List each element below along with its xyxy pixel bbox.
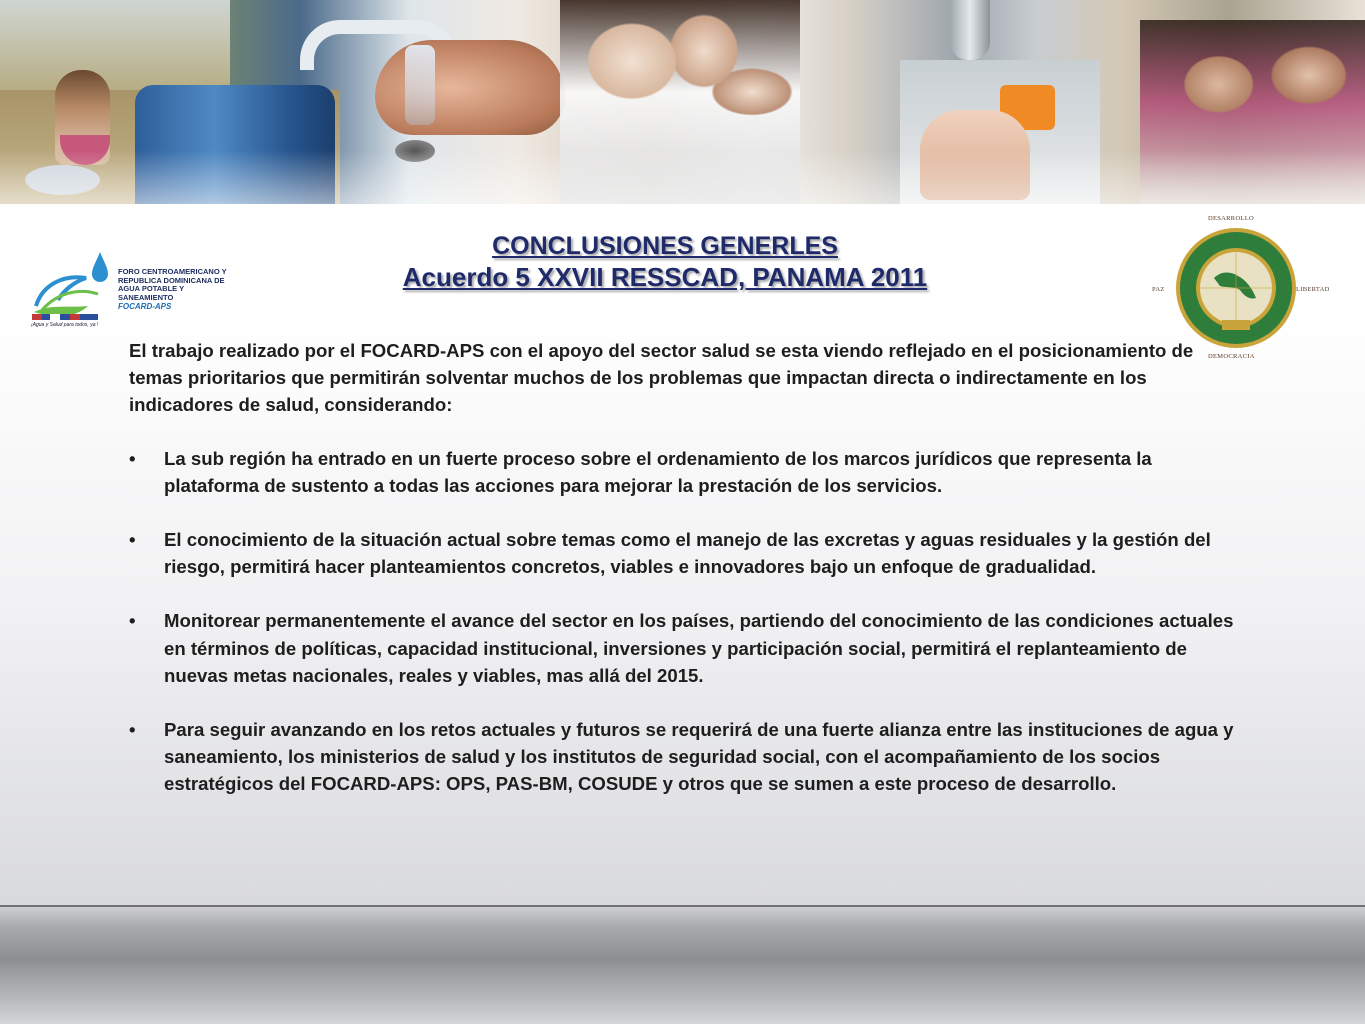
conclusions-list <box>129 445 1239 798</box>
list-item <box>129 526 1239 580</box>
tap-image <box>950 0 990 60</box>
bullet-text: Monitorear permanentemente el avance del sector en los países, partiendo del conocimiento de las condiciones actuales en términos de políticas, capacidad institucional, inversiones y participación social, permitirá el replanteamiento de nuevas metas nacionales, reales y viables, mas allá del 2015. <box>164 610 1234 686</box>
bullet-text: El conocimiento de la situación actual sobre temas como el manejo de las excretas y aguas residuales y la gestión del riesgo, permitirá hacer planteamientos concretos, viables e innovadores bajo un enfoque de gradualidad. <box>164 529 1211 578</box>
slide-title-line1: CONCLUSIONES GENERLES <box>492 232 838 260</box>
header-photo-banner <box>0 0 1365 204</box>
list-item <box>129 445 1239 499</box>
bullet-icon: • <box>129 529 136 551</box>
running-water-image <box>405 45 435 125</box>
sica-emblem-icon <box>1174 226 1298 350</box>
sica-label-bottom: DEMOCRACIA <box>1208 353 1255 360</box>
washing-hands-image <box>375 40 565 135</box>
focard-logo-brand: FOCARD-APS <box>118 302 172 311</box>
banner-sky <box>0 0 230 90</box>
bullet-icon: • <box>129 610 136 632</box>
bullet-icon: • <box>129 447 136 469</box>
focard-aps-logo <box>28 248 233 334</box>
intro-paragraph: El trabajo realizado por el FOCARD-APS con el apoyo del sector salud se esta viendo reflejado en el posicionamiento de temas prioritarios que permitirán solventar muchos de los problemas que impactan directa o indirectamente en los indicadores de salud, considerando: <box>129 340 1194 416</box>
focard-logo-slogan: ¡Agua y Salud para todos, ya ! <box>31 322 99 328</box>
banner-fade <box>0 150 1365 204</box>
bullet-text: Para seguir avanzando en los retos actuales y futuros se requerirá de una fuerte alianza entre las instituciones de agua y saneamiento, los ministerios de salud y los institutos de seguridad social, con el acompañamiento de los socios estratégicos del FOCARD-APS: OPS, PAS-BM, COSUDE y otros que se sumen a este proceso de desarrollo. <box>164 719 1234 795</box>
bullet-icon: • <box>129 719 136 741</box>
focard-logo-line3: AGUA POTABLE Y SANEAMIENTO <box>118 284 184 302</box>
sica-label-left: PAZ <box>1152 286 1165 293</box>
list-item <box>129 607 1239 689</box>
sica-label-top: DESARROLLO <box>1208 215 1254 222</box>
focard-logo-line1: FORO CENTROAMERICANO Y <box>118 267 227 276</box>
slide-body <box>129 337 1239 825</box>
slide-title <box>250 232 1080 291</box>
bullet-text: La sub región ha entrado en un fuerte proceso sobre el ordenamiento de los marcos jurídicos que representa la plataforma de sustento a todas las acciones para mejorar la prestación de los servicios. <box>164 447 1152 496</box>
focard-logo-line2: REPUBLICA DOMINICANA DE <box>118 275 225 285</box>
focard-logo-text <box>118 268 238 312</box>
slide-title-line2: Acuerdo 5 XXVII RESSCAD, PANAMA 2011 <box>402 262 928 292</box>
list-item <box>129 716 1239 798</box>
sica-label-right: LIBERTAD <box>1296 286 1330 293</box>
footer-band <box>0 905 1365 1024</box>
